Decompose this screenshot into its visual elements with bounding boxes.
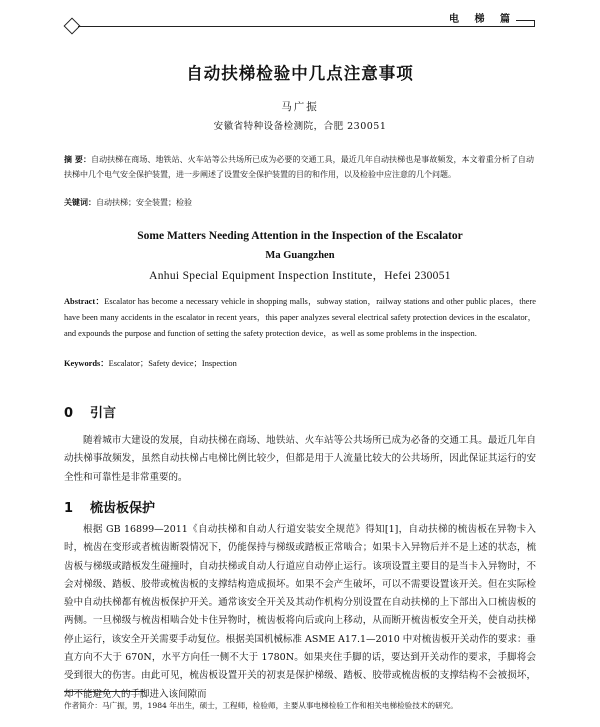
- abstract-cn: [64, 152, 534, 182]
- section-heading-comb-plate: [64, 497, 155, 516]
- keywords-cn-text: 自动扶梯；安全装置；检验: [96, 198, 192, 207]
- section-body-introduction: 随着城市大建设的发展，自动扶梯在商场、地铁站、火车站等公共场所已成为必备的交通工具。最近几年自动扶梯事故频发，虽然自动扶梯占电梯比例比较少，但都是用于人流量比较大的公共场所，因此保证其运行的安全性和可靠性是非常重要的。: [64, 435, 536, 483]
- affiliation-cn: 安徽省特种设备检测院，合肥 230051: [213, 121, 387, 132]
- section-title: 梳齿板保护: [90, 501, 156, 516]
- author-cn: 马广振: [281, 101, 319, 113]
- header-rule-end: [516, 20, 535, 27]
- keywords-en-text: Escalator；Safety device；Inspection: [108, 359, 237, 368]
- abstract-en-text: Escalator has become a necessary vehicle in shopping malls，subway station，railway stations and other public places，there have been many accidents in the escalator in recent years，this paper analyzes several electrical safety protection devices in the escalator，and expounds the purpose and function of setting the safety protection device，as well as some problems in the inspection.: [64, 297, 537, 339]
- author-en: Ma Guangzhen: [265, 250, 335, 261]
- section-number: 0: [64, 406, 74, 421]
- abstract-en-label: Abstract：: [64, 297, 105, 306]
- section-heading-introduction: [64, 402, 116, 421]
- abstract-en: [64, 294, 536, 343]
- section-number: 1: [64, 501, 74, 516]
- abstract-cn-label: 摘 要：: [64, 154, 92, 164]
- affiliation-en: Anhui Special Equipment Inspection Institute，Hefei 230051: [149, 270, 451, 282]
- section-body-comb-plate: 根据 GB 16899—2011《自动扶梯和自动人行道安装安全规范》得知[1]，自动扶梯的梳齿板在异物卡入时，梳齿在变形或者梳齿断裂情况下，仍能保持与梯级或踏板正常啮合；如果卡入异物后并不是上述的状态，梳齿板与梯级或踏板发生碰撞时，自动扶梯或自动人行道应自动停止运行。该项设置主要目的是当卡入异物时，不会对梯级、踏板、胶带或梳齿板的支撑结构造成损坏。如果不会产生破坏，可以不需要设置该开关。但在实际检验中自动扶梯都有梳齿板保护开关。通常该安全开关及其动作机构分别设置在自动扶梯的上下部出入口梳齿板的两侧。一旦梯级与梳齿相啮合处卡住异物时，梳齿板将向后或向上移动，从而断开梳齿板安全开关，使自动扶梯停止运行，该安全开关需要手动复位。根据美国机械标准 ASME A17.1—2010 中对梳齿板开关动作的要求：垂直方向不大于 670N，水平方向任一侧不大于 1780N。如果夹住手脚的话，要达到开关动作的要求，手脚将会受到很大的伤害。由此可见，梳齿板设置开关的初衷是保护梯级、踏板、胶带或梳齿板的支撑结构不会被损坏，却不能避免人的手脚进入该间隙而: [64, 524, 536, 700]
- keywords-cn-label: 关键词：: [64, 197, 96, 207]
- header-rule: [78, 26, 534, 27]
- author-footnote: 作者简介：马广振，男，1984 年出生，硕士，工程师，检验师，主要从事电梯检验工作和相关电梯检验技术的研究。: [64, 701, 458, 710]
- paper-title-cn: 自动扶梯检验中几点注意事项: [186, 64, 414, 83]
- keywords-en: [64, 357, 536, 369]
- keywords-en-label: Keywords：: [64, 359, 109, 368]
- paper-title-en: Some Matters Needing Attention in the Inspection of the Escalator: [137, 230, 463, 242]
- section-title: 引言: [90, 406, 117, 421]
- keywords-cn: [64, 197, 534, 208]
- abstract-cn-text: 自动扶梯在商场、地铁站、火车站等公共场所已成为必要的交通工具，最近几年自动扶梯也是事故频发，本文着重分析了自动扶梯中几个电气安全保护装置，进一步阐述了设置安全保护装置的目的和作用，以及检验中应注意的几个问题。: [64, 155, 534, 179]
- running-header: 电 梯 篇: [449, 14, 516, 25]
- footnote-rule: [64, 691, 144, 692]
